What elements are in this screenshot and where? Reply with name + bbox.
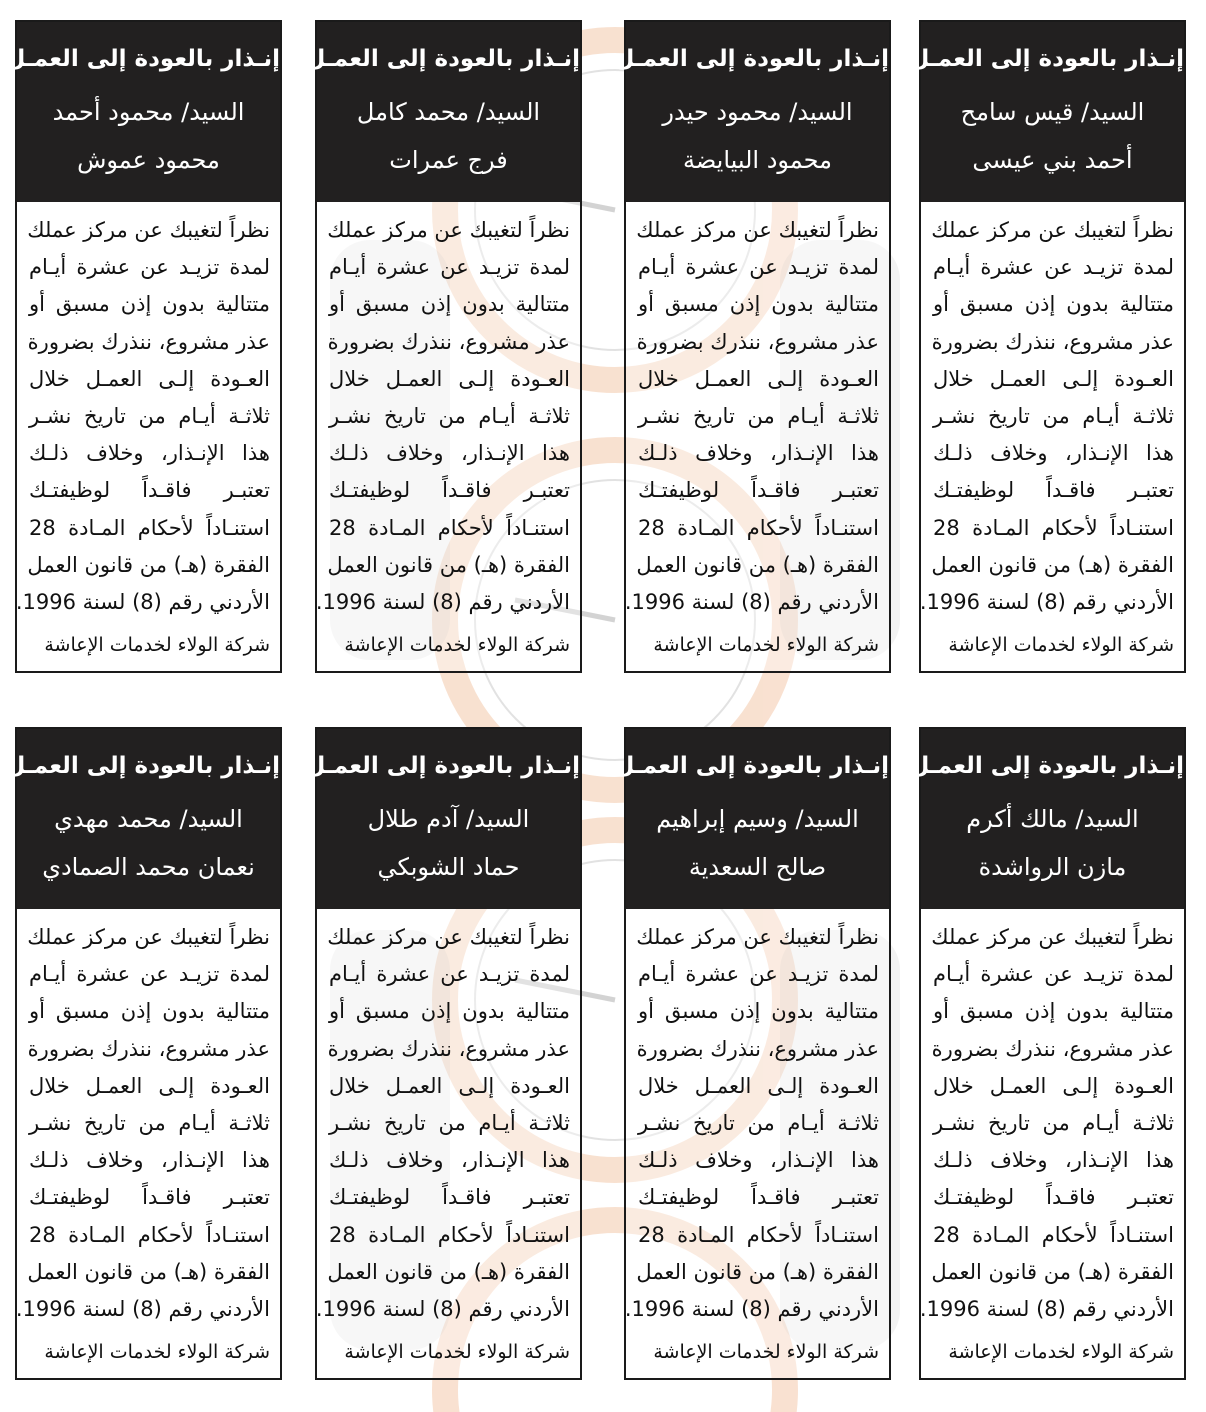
recipient-name-line2: صالح السعدية: [688, 853, 827, 881]
notice-body-line: الفقرة (هـ) من قانون العمل: [27, 1259, 270, 1284]
recipient-name-line1: السيد/ محمود حيدر: [662, 98, 853, 126]
recipient-name-line1: السيد/ قيس سامح: [960, 98, 1145, 126]
notice-body-line: لمدة تزيـد عن عشرة أيـام: [638, 255, 879, 280]
recipient-name-line2: محمود عموش: [77, 146, 220, 174]
company-signature: شركة الولاء لخدمات الإعاشة: [44, 634, 270, 657]
notice-body: [17, 202, 280, 671]
notice-body-line: استنـاداً لأحكام المـادة 28: [933, 1222, 1174, 1247]
notice-body-line: تعتبـر فاقـداً لوظيفتـك: [933, 1185, 1174, 1210]
notice-body-line: نظراً لتغيبك عن مركز عملك: [636, 218, 879, 242]
notice-title: إنـذار بالعودة إلى العمـل: [305, 753, 580, 779]
notice-body-line: هذا الإنـذار، وخلاف ذلـك: [29, 1148, 270, 1173]
notice-body-line: عذر مشروع، ننذرك بضرورة: [931, 329, 1174, 354]
notice-body-line: ثلاثـة أيـام من تاريخ نشـر: [638, 1110, 879, 1135]
notice-card: [614, 20, 891, 673]
notice-body-line: متتالية بدون إذن مسبق أو: [329, 999, 570, 1024]
notice-header: [909, 22, 1184, 202]
notice-body-line: هذا الإنـذار، وخلاف ذلـك: [329, 441, 570, 466]
company-signature: شركة الولاء لخدمات الإعاشة: [344, 1341, 570, 1364]
notice-card: [909, 20, 1186, 673]
notice-body-line: تعتبـر فاقـداً لوظيفتـك: [29, 1185, 270, 1210]
notice-title: إنـذار بالعودة إلى العمـل: [909, 46, 1184, 72]
notice-body-line: نظراً لتغيبك عن مركز عملك: [327, 218, 570, 242]
notice-header: [614, 22, 889, 202]
notice-body-line: عذر مشروع، ننذرك بضرورة: [27, 1036, 270, 1061]
notice-body-line: العـودة إلـى العمـل خلال: [933, 366, 1174, 391]
notice-header: [5, 729, 280, 909]
notice-title: إنـذار بالعودة إلى العمـل: [5, 46, 280, 72]
notice-header: [5, 22, 280, 202]
notice-title: إنـذار بالعودة إلى العمـل: [614, 46, 889, 72]
company-signature: شركة الولاء لخدمات الإعاشة: [44, 1341, 270, 1364]
notice-body-line: عذر مشروع، ننذرك بضرورة: [931, 1036, 1174, 1061]
notice-body-line: الفقرة (هـ) من قانون العمل: [931, 552, 1174, 577]
notice-body-line: استنـاداً لأحكام المـادة 28: [638, 1222, 879, 1247]
notice-body-line: ثلاثـة أيـام من تاريخ نشـر: [933, 403, 1174, 428]
notice-body: [626, 909, 889, 1378]
notice-title: إنـذار بالعودة إلى العمـل: [305, 46, 580, 72]
notice-body-line: نظراً لتغيبك عن مركز عملك: [327, 925, 570, 949]
notice-body-line: لمدة تزيـد عن عشرة أيـام: [933, 255, 1174, 280]
notice-body-line: نظراً لتغيبك عن مركز عملك: [27, 925, 270, 949]
notice-body-line: الأردني رقم (8) لسنة 1996.: [919, 1296, 1174, 1321]
notice-body-line: نظراً لتغيبك عن مركز عملك: [27, 218, 270, 242]
notice-body-line: تعتبـر فاقـداً لوظيفتـك: [329, 478, 570, 503]
notice-body-line: متتالية بدون إذن مسبق أو: [933, 999, 1174, 1024]
notice-body-line: هذا الإنـذار، وخلاف ذلـك: [29, 441, 270, 466]
notice-body-line: ثلاثـة أيـام من تاريخ نشـر: [638, 403, 879, 428]
notice-body-line: هذا الإنـذار، وخلاف ذلـك: [329, 1148, 570, 1173]
notice-body-line: الأردني رقم (8) لسنة 1996.: [624, 589, 879, 614]
notice-body: [626, 202, 889, 671]
notice-body-line: هذا الإنـذار، وخلاف ذلـك: [638, 441, 879, 466]
notice-body-line: عذر مشروع، ننذرك بضرورة: [636, 1036, 879, 1061]
notice-body-line: هذا الإنـذار، وخلاف ذلـك: [933, 441, 1174, 466]
recipient-name-line2: أحمد بني عيسى: [972, 146, 1133, 174]
notice-body: [317, 909, 580, 1378]
notice-body-line: استنـاداً لأحكام المـادة 28: [638, 515, 879, 540]
notice-body-line: متتالية بدون إذن مسبق أو: [29, 999, 270, 1024]
notice-header: [305, 729, 580, 909]
notice-body-line: لمدة تزيـد عن عشرة أيـام: [329, 255, 570, 280]
notice-body-line: ثلاثـة أيـام من تاريخ نشـر: [29, 403, 270, 428]
notice-body-line: ثلاثـة أيـام من تاريخ نشـر: [329, 403, 570, 428]
notice-body-line: تعتبـر فاقـداً لوظيفتـك: [329, 1185, 570, 1210]
notice-body-line: استنـاداً لأحكام المـادة 28: [329, 1222, 570, 1247]
notice-body-line: لمدة تزيـد عن عشرة أيـام: [638, 962, 879, 987]
notice-card: [305, 727, 582, 1380]
recipient-name-line1: السيد/ وسيم إبراهيم: [656, 805, 859, 833]
notice-body-line: متتالية بدون إذن مسبق أو: [638, 292, 879, 317]
notice-body-line: الفقرة (هـ) من قانون العمل: [327, 552, 570, 577]
recipient-name-line2: مازن الرواشدة: [978, 853, 1127, 881]
notice-body-line: العـودة إلـى العمـل خلال: [29, 1073, 270, 1098]
notice-card: [5, 727, 282, 1380]
notice-card: [5, 20, 282, 673]
notice-header: [614, 729, 889, 909]
notice-body-line: العـودة إلـى العمـل خلال: [933, 1073, 1174, 1098]
notice-body-line: متتالية بدون إذن مسبق أو: [638, 999, 879, 1024]
notice-body-line: تعتبـر فاقـداً لوظيفتـك: [638, 478, 879, 503]
notice-body-line: الفقرة (هـ) من قانون العمل: [636, 1259, 879, 1284]
notice-title: إنـذار بالعودة إلى العمـل: [909, 753, 1184, 779]
notice-body-line: تعتبـر فاقـداً لوظيفتـك: [638, 1185, 879, 1210]
notice-body-line: لمدة تزيـد عن عشرة أيـام: [933, 962, 1174, 987]
notice-body: [921, 202, 1184, 671]
notice-body-line: متتالية بدون إذن مسبق أو: [29, 292, 270, 317]
notice-body-line: متتالية بدون إذن مسبق أو: [933, 292, 1174, 317]
notice-body: [921, 909, 1184, 1378]
notice-body-line: عذر مشروع، ننذرك بضرورة: [636, 329, 879, 354]
company-signature: شركة الولاء لخدمات الإعاشة: [948, 1341, 1174, 1364]
notice-body-line: عذر مشروع، ننذرك بضرورة: [327, 1036, 570, 1061]
notice-body: [317, 202, 580, 671]
notice-body-line: عذر مشروع، ننذرك بضرورة: [27, 329, 270, 354]
company-signature: شركة الولاء لخدمات الإعاشة: [653, 1341, 879, 1364]
notice-body-line: تعتبـر فاقـداً لوظيفتـك: [29, 478, 270, 503]
notice-body-line: عذر مشروع، ننذرك بضرورة: [327, 329, 570, 354]
notice-body-line: نظراً لتغيبك عن مركز عملك: [636, 925, 879, 949]
notice-card: [305, 20, 582, 673]
notice-body-line: العـودة إلـى العمـل خلال: [638, 1073, 879, 1098]
notice-body-line: الأردني رقم (8) لسنة 1996.: [624, 1296, 879, 1321]
recipient-name-line1: السيد/ مالك أكرم: [966, 805, 1139, 833]
company-signature: شركة الولاء لخدمات الإعاشة: [653, 634, 879, 657]
notice-body-line: الفقرة (هـ) من قانون العمل: [327, 1259, 570, 1284]
notice-title: إنـذار بالعودة إلى العمـل: [614, 753, 889, 779]
notice-body-line: ثلاثـة أيـام من تاريخ نشـر: [933, 1110, 1174, 1135]
company-signature: شركة الولاء لخدمات الإعاشة: [948, 634, 1174, 657]
notice-body-line: لمدة تزيـد عن عشرة أيـام: [29, 962, 270, 987]
notice-body-line: لمدة تزيـد عن عشرة أيـام: [329, 962, 570, 987]
notice-body-line: الأردني رقم (8) لسنة 1996.: [15, 589, 270, 614]
notice-body-line: الأردني رقم (8) لسنة 1996.: [15, 1296, 270, 1321]
recipient-name-line1: السيد/ محمود أحمد: [52, 98, 245, 126]
recipient-name-line2: نعمان محمد الصمادي: [42, 853, 255, 881]
notice-header: [909, 729, 1184, 909]
notice-body-line: هذا الإنـذار، وخلاف ذلـك: [638, 1148, 879, 1173]
notice-body-line: ثلاثـة أيـام من تاريخ نشـر: [329, 1110, 570, 1135]
notice-card: [909, 727, 1186, 1380]
notice-body-line: لمدة تزيـد عن عشرة أيـام: [29, 255, 270, 280]
notice-body-line: الأردني رقم (8) لسنة 1996.: [315, 1296, 570, 1321]
notice-body-line: العـودة إلـى العمـل خلال: [29, 366, 270, 391]
notice-body-line: الفقرة (هـ) من قانون العمل: [931, 1259, 1174, 1284]
recipient-name-line2: فرج عمرات: [389, 146, 508, 174]
notice-body-line: استنـاداً لأحكام المـادة 28: [329, 515, 570, 540]
notice-body-line: الفقرة (هـ) من قانون العمل: [27, 552, 270, 577]
recipient-name-line2: حماد الشوبكي: [377, 853, 520, 881]
notice-body-line: هذا الإنـذار، وخلاف ذلـك: [933, 1148, 1174, 1173]
notice-body-line: العـودة إلـى العمـل خلال: [638, 366, 879, 391]
notice-body: [17, 909, 280, 1378]
notice-body-line: العـودة إلـى العمـل خلال: [329, 366, 570, 391]
notice-body-line: الفقرة (هـ) من قانون العمل: [636, 552, 879, 577]
notice-body-line: تعتبـر فاقـداً لوظيفتـك: [933, 478, 1174, 503]
notice-card: [614, 727, 891, 1380]
company-signature: شركة الولاء لخدمات الإعاشة: [344, 634, 570, 657]
recipient-name-line1: السيد/ آدم طلال: [367, 805, 530, 833]
notice-body-line: نظراً لتغيبك عن مركز عملك: [931, 218, 1174, 242]
notice-body-line: استنـاداً لأحكام المـادة 28: [29, 1222, 270, 1247]
recipient-name-line2: محمود البيايضة: [682, 146, 833, 174]
notice-body-line: متتالية بدون إذن مسبق أو: [329, 292, 570, 317]
notice-header: [305, 22, 580, 202]
notice-body-line: نظراً لتغيبك عن مركز عملك: [931, 925, 1174, 949]
notice-body-line: ثلاثـة أيـام من تاريخ نشـر: [29, 1110, 270, 1135]
recipient-name-line1: السيد/ محمد مهدي: [54, 805, 243, 833]
notice-body-line: استنـاداً لأحكام المـادة 28: [29, 515, 270, 540]
notice-body-line: العـودة إلـى العمـل خلال: [329, 1073, 570, 1098]
notice-body-line: استنـاداً لأحكام المـادة 28: [933, 515, 1174, 540]
notice-body-line: الأردني رقم (8) لسنة 1996.: [919, 589, 1174, 614]
notice-body-line: الأردني رقم (8) لسنة 1996.: [315, 589, 570, 614]
notice-title: إنـذار بالعودة إلى العمـل: [5, 753, 280, 779]
recipient-name-line1: السيد/ محمد كامل: [356, 98, 541, 126]
